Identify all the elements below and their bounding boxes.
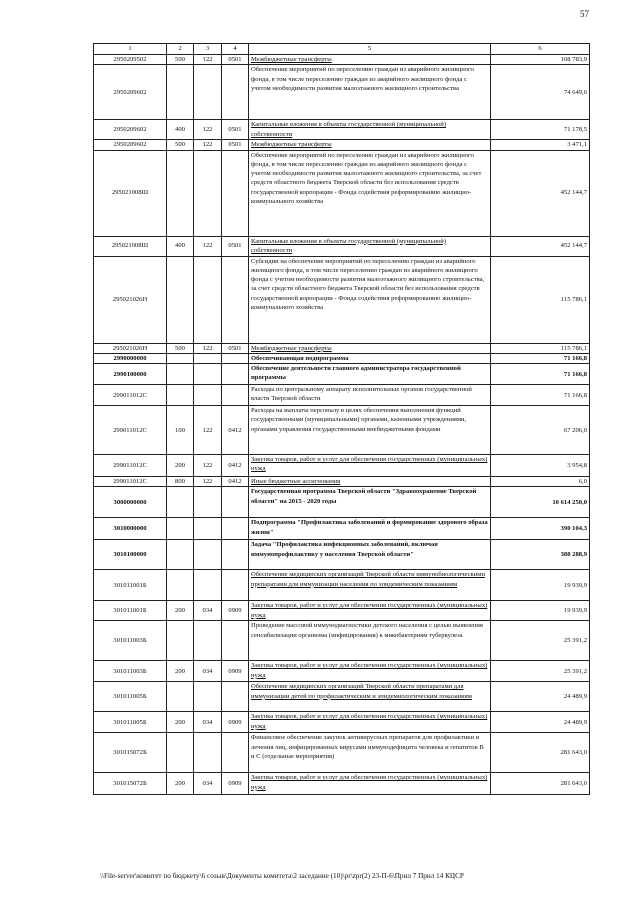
cell-col3 [194, 682, 222, 712]
cell-description: Субсидии на обеспечение мероприятий по переселению граждан из аварийного жилищного фонда, в том числе переселению граждан из аварийного жилищного фонда с учетом необходимости развития малоэтажного жилищного строительства, за счет средств областного бюджета Тверской области без использования средств государственной корпорации - Фонда содействия реформированию жилищно-коммунального хозяйства [249, 256, 491, 343]
cell-col2 [167, 621, 194, 661]
cell-col3: 122 [194, 120, 222, 140]
cell-amount: 10 614 250,0 [491, 487, 590, 518]
cell-description: Закупка товаров, работ и услуг для обеспечения государственных (муниципальных) нужд [249, 773, 491, 795]
cell-col4 [222, 540, 249, 570]
cell-col2: 100 [167, 406, 194, 455]
cell-description: Обеспечение медицинских организаций Тверской области препаратами для иммунизации детей по профилактическим и эпидемиологическим показаниям [249, 682, 491, 712]
cell-code: 2990000000 [94, 353, 167, 363]
col-header-1: 1 [94, 44, 167, 55]
cell-col2 [167, 65, 194, 120]
cell-description: Закупка товаров, работ и услуг для обеспечения государственных (муниципальных) нужд [249, 601, 491, 621]
cell-description: Обеспечение мероприятий по переселению граждан из аварийного жилищного фонда, в том числе переселению граждан из аварийного жилищного фонда с учетом необходимости развития малоэтажного жилищного строительства, за счет средств областного бюджета Тверской области без использования средств государственной корпорации - Фонда содействия реформированию жилищно-коммунального хозяйства [249, 150, 491, 236]
cell-col3 [194, 540, 222, 570]
cell-code: 301015072Б [94, 773, 167, 795]
col-header-2: 2 [167, 44, 194, 55]
table-row [94, 712, 590, 733]
cell-amount: 25 391,2 [491, 621, 590, 661]
cell-code: 3010000000 [94, 518, 167, 540]
cell-description: Межбюджетные трансферты [249, 55, 491, 65]
cell-col3 [194, 733, 222, 773]
table-row [94, 601, 590, 621]
cell-description: Подпрограмма "Профилактика заболеваний и формирование здорового образа жизни" [249, 518, 491, 540]
cell-col2 [167, 256, 194, 343]
cell-description: Закупка товаров, работ и услуг для обеспечения государственных (муниципальных) нужд [249, 712, 491, 733]
cell-code: 2990100000 [94, 364, 167, 385]
cell-col4: 0501 [222, 140, 249, 150]
cell-amount: 67 206,0 [491, 406, 590, 455]
cell-amount: 452 144,7 [491, 150, 590, 236]
cell-col4 [222, 682, 249, 712]
cell-code: 299011012С [94, 477, 167, 487]
cell-description: Обеспечение деятельности главного администратора государственной программы [249, 364, 491, 385]
cell-code: 301011003Б [94, 661, 167, 682]
cell-amount: 388 288,9 [491, 540, 590, 570]
cell-amount: 3 954,8 [491, 455, 590, 477]
cell-col4: 0412 [222, 455, 249, 477]
cell-col4: 0909 [222, 773, 249, 795]
cell-col4 [222, 150, 249, 236]
cell-col4 [222, 621, 249, 661]
cell-col4: 0909 [222, 712, 249, 733]
table-row [94, 621, 590, 661]
cell-code: 295021008Ш [94, 236, 167, 256]
cell-code: 299011012С [94, 455, 167, 477]
cell-col2: 800 [167, 477, 194, 487]
table-row [94, 385, 590, 406]
cell-col2 [167, 353, 194, 363]
cell-col3 [194, 621, 222, 661]
cell-amount: 71 178,5 [491, 120, 590, 140]
cell-amount: 25 391,2 [491, 661, 590, 682]
budget-table [93, 43, 590, 795]
table-row [94, 773, 590, 795]
table-row [94, 682, 590, 712]
col-header-6: 6 [491, 44, 590, 55]
cell-description: Закупка товаров, работ и услуг для обеспечения государственных (муниципальных) нужд [249, 661, 491, 682]
cell-col4 [222, 65, 249, 120]
cell-col2 [167, 570, 194, 601]
cell-code: 295021008Ш [94, 150, 167, 236]
file-path-footer: \\File-server\комитет по бюджету\6 созыв\Документы комитета\2 заседание (10)\pr\zpr(2) 23-П-6\Прил 7 Прил 14 КЦСР [100, 872, 464, 880]
table-row [94, 518, 590, 540]
cell-description: Межбюджетные трансферты [249, 140, 491, 150]
col-header-3: 3 [194, 44, 222, 55]
cell-amount: 19 939,9 [491, 601, 590, 621]
cell-col3: 122 [194, 140, 222, 150]
cell-col3 [194, 364, 222, 385]
cell-amount: 115 786,1 [491, 343, 590, 353]
col-header-4: 4 [222, 44, 249, 55]
table-row [94, 353, 590, 363]
cell-col2: 500 [167, 343, 194, 353]
cell-col3: 122 [194, 406, 222, 455]
table-row [94, 55, 590, 65]
cell-code: 295021026Н [94, 343, 167, 353]
cell-amount: 281 643,0 [491, 733, 590, 773]
cell-code: 301011005Б [94, 712, 167, 733]
table-row [94, 236, 590, 256]
cell-col3: 122 [194, 236, 222, 256]
table-row [94, 120, 590, 140]
cell-col4 [222, 518, 249, 540]
cell-col2 [167, 518, 194, 540]
cell-col2 [167, 487, 194, 518]
cell-code: 2950209502 [94, 55, 167, 65]
table-row [94, 140, 590, 150]
cell-code: 2950209602 [94, 140, 167, 150]
cell-description: Закупка товаров, работ и услуг для обеспечения государственных (муниципальных) нужд [249, 455, 491, 477]
table-row [94, 65, 590, 120]
cell-description: Иные бюджетные ассигнования [249, 477, 491, 487]
cell-code: 301011001Б [94, 601, 167, 621]
cell-col2: 400 [167, 236, 194, 256]
cell-amount: 3 471,1 [491, 140, 590, 150]
cell-col2: 200 [167, 601, 194, 621]
cell-amount: 19 939,9 [491, 570, 590, 601]
cell-amount: 108 783,9 [491, 55, 590, 65]
cell-col4 [222, 364, 249, 385]
cell-col2: 500 [167, 55, 194, 65]
cell-amount: 74 649,6 [491, 65, 590, 120]
cell-description: Проведение массовой иммунодиагностики детского населения с целью выявления сенсибилизации организма (инфицирования) к микобактериям туберкулеза [249, 621, 491, 661]
cell-col4: 0501 [222, 120, 249, 140]
cell-col3: 122 [194, 455, 222, 477]
cell-amount: 71 166,8 [491, 353, 590, 363]
cell-col2: 200 [167, 773, 194, 795]
cell-code: 2950209602 [94, 65, 167, 120]
cell-code: 301011003Б [94, 621, 167, 661]
cell-amount: 452 144,7 [491, 236, 590, 256]
cell-code: 295021026Н [94, 256, 167, 343]
cell-amount: 71 166,8 [491, 364, 590, 385]
cell-code: 2950209602 [94, 120, 167, 140]
cell-col2: 200 [167, 661, 194, 682]
cell-description: Обеспечение мероприятий по переселению граждан из аварийного жилищного фонда, в том числе переселению граждан из аварийного жилищного фонда с учетом необходимости развития малоэтажного жилищного строительства [249, 65, 491, 120]
table-row [94, 540, 590, 570]
cell-col4 [222, 570, 249, 601]
cell-description: Задача "Профилактика инфекционных заболеваний, включая иммунопрофилактику у населения Тверской области" [249, 540, 491, 570]
cell-description: Капитальные вложения в объекты государственной (муниципальной) собственности [249, 120, 491, 140]
cell-col2: 200 [167, 712, 194, 733]
table-row [94, 150, 590, 236]
cell-code: 301011001Б [94, 570, 167, 601]
table-row [94, 364, 590, 385]
table-row [94, 455, 590, 477]
table-header-row [94, 44, 590, 55]
cell-col3: 034 [194, 661, 222, 682]
cell-col3 [194, 487, 222, 518]
cell-col2 [167, 733, 194, 773]
cell-code: 3010100000 [94, 540, 167, 570]
page-number: 57 [580, 9, 589, 19]
cell-code: 299011012С [94, 406, 167, 455]
cell-amount: 390 104,3 [491, 518, 590, 540]
cell-description: Обеспечивающая подпрограмма [249, 353, 491, 363]
cell-col3: 034 [194, 601, 222, 621]
cell-col2 [167, 385, 194, 406]
cell-col3 [194, 570, 222, 601]
cell-col3: 122 [194, 55, 222, 65]
table-row [94, 256, 590, 343]
cell-col4 [222, 733, 249, 773]
cell-col3 [194, 256, 222, 343]
cell-col2 [167, 150, 194, 236]
cell-col2 [167, 682, 194, 712]
cell-code: 299011012С [94, 385, 167, 406]
table-row [94, 733, 590, 773]
table-row [94, 406, 590, 455]
cell-col3: 122 [194, 477, 222, 487]
cell-amount: 71 166,8 [491, 385, 590, 406]
cell-code: 301015072Б [94, 733, 167, 773]
cell-amount: 24 489,9 [491, 682, 590, 712]
cell-description: Расходы на выплаты персоналу в целях обеспечения выполнения функций государственными (муниципальными) органами, казенными учреждениями, органами управления государственными внебюджетными фондами [249, 406, 491, 455]
cell-col4: 0909 [222, 601, 249, 621]
cell-col4: 0501 [222, 55, 249, 65]
cell-col4 [222, 353, 249, 363]
cell-col3: 034 [194, 773, 222, 795]
cell-code: 3000000000 [94, 487, 167, 518]
cell-description: Межбюджетные трансферты [249, 343, 491, 353]
cell-amount: 115 786,1 [491, 256, 590, 343]
cell-col2: 400 [167, 120, 194, 140]
cell-col4: 0501 [222, 236, 249, 256]
cell-description: Капитальные вложения в объекты государственной (муниципальной) собственности [249, 236, 491, 256]
cell-amount: 281 643,0 [491, 773, 590, 795]
cell-col3: 034 [194, 712, 222, 733]
table-row [94, 343, 590, 353]
table-row [94, 477, 590, 487]
cell-code: 301011005Б [94, 682, 167, 712]
cell-col2: 200 [167, 455, 194, 477]
cell-col4 [222, 385, 249, 406]
col-header-5: 5 [249, 44, 491, 55]
cell-col3 [194, 353, 222, 363]
cell-col3: 122 [194, 343, 222, 353]
cell-col4: 0501 [222, 343, 249, 353]
cell-col2 [167, 364, 194, 385]
cell-col3 [194, 518, 222, 540]
cell-amount: 24 489,9 [491, 712, 590, 733]
cell-col3 [194, 385, 222, 406]
cell-col2 [167, 540, 194, 570]
cell-col4: 0909 [222, 661, 249, 682]
table-row [94, 661, 590, 682]
table-body [94, 55, 590, 795]
cell-col3 [194, 65, 222, 120]
cell-col4 [222, 256, 249, 343]
cell-col4: 0412 [222, 477, 249, 487]
cell-col4: 0412 [222, 406, 249, 455]
cell-description: Финансовое обеспечение закупок антивирусных препаратов для профилактики и лечения лиц, инфицированных вирусами иммунодефицита человека и гепатитов В и С (отдельные мероприятия) [249, 733, 491, 773]
cell-col2: 500 [167, 140, 194, 150]
cell-col3 [194, 150, 222, 236]
cell-description: Государственная программа Тверской области "Здравоохранение Тверской области" на 2015 - 2020 годы [249, 487, 491, 518]
cell-amount: 6,0 [491, 477, 590, 487]
cell-description: Обеспечение медицинских организаций Тверской области иммунобиологическими препаратами для иммунизации населения по эпидемическим показаниям [249, 570, 491, 601]
table-row [94, 487, 590, 518]
cell-col4 [222, 487, 249, 518]
cell-description: Расходы по центральному аппарату исполнительных органов государственной власти Тверской области [249, 385, 491, 406]
table-row [94, 570, 590, 601]
